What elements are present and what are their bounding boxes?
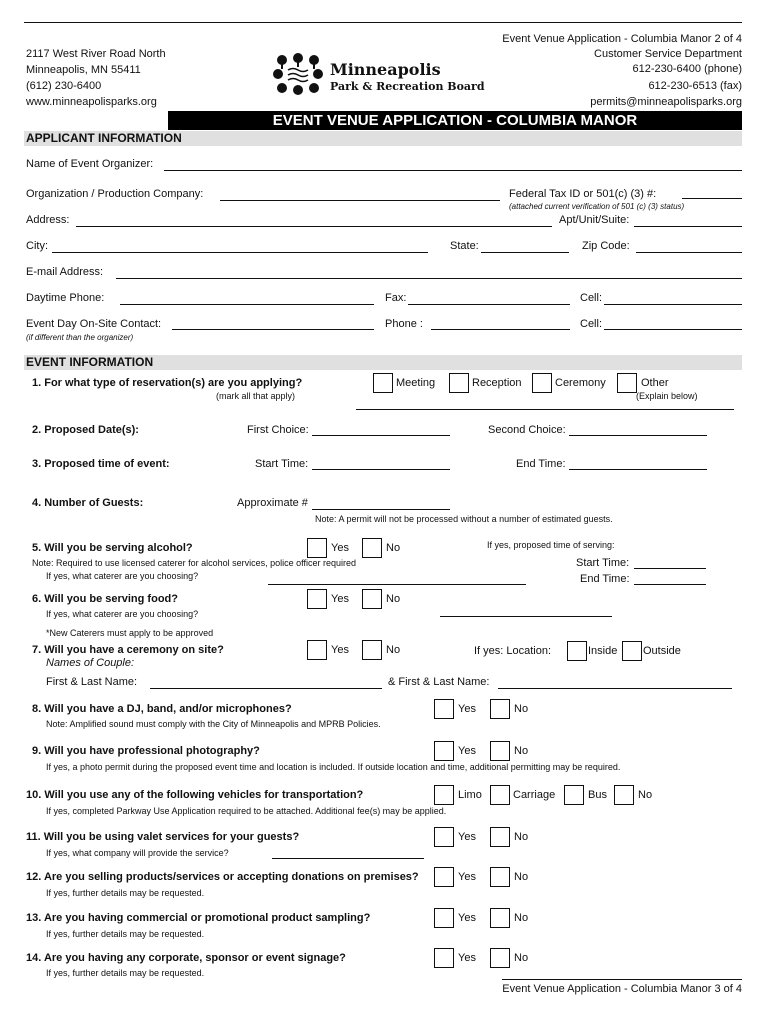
q5-note: Note: Required to use licensed caterer for alcohol services, police officer required xyxy=(32,558,356,568)
onsite-note: (if different than the organizer) xyxy=(26,333,134,342)
q12-label: 12. Are you selling products/services or accepting donations on premises? xyxy=(26,871,419,883)
signage-no-checkbox[interactable] xyxy=(490,948,510,968)
vehicle-no-checkbox[interactable] xyxy=(614,785,634,805)
food-caterer-field[interactable] xyxy=(440,616,612,617)
approx-label: Approximate # xyxy=(237,497,308,509)
carriage-label: Carriage xyxy=(513,789,556,801)
tax-id-note: (attached current verification of 501 (c) (3) status) xyxy=(509,202,685,211)
second-choice-field[interactable] xyxy=(569,435,707,436)
apt-label: Apt/Unit/Suite: xyxy=(559,214,630,226)
alcohol-no-checkbox[interactable] xyxy=(362,538,382,558)
outside-label: Outside xyxy=(643,645,681,657)
first-choice-field[interactable] xyxy=(312,435,450,436)
alcohol-caterer-field[interactable] xyxy=(268,584,526,585)
other-explain-field[interactable] xyxy=(356,409,734,410)
onsite-cell-label: Cell: xyxy=(580,318,603,330)
footer-rule xyxy=(502,979,742,980)
ceremony-checkbox[interactable] xyxy=(532,373,552,393)
q2-label: 2. Proposed Date(s): xyxy=(32,424,139,436)
address-line1: 2117 West River Road North xyxy=(26,48,166,60)
inside-label: Inside xyxy=(588,645,618,657)
website[interactable]: www.minneapolisparks.org xyxy=(26,96,157,108)
sampling-yes-label: Yes xyxy=(458,912,476,924)
ceremony-yes-checkbox[interactable] xyxy=(307,640,327,660)
phone-number: (612) 230-6400 xyxy=(26,80,102,92)
dept-name: Customer Service Department xyxy=(594,48,742,60)
q3-label: 3. Proposed time of event: xyxy=(32,458,170,470)
serve-end-field[interactable] xyxy=(634,584,706,585)
bus-label: Bus xyxy=(588,789,607,801)
dj-no-checkbox[interactable] xyxy=(490,699,510,719)
zip-label: Zip Code: xyxy=(582,240,630,252)
other-note: (Explain below) xyxy=(636,391,698,401)
q7-location-label: If yes: Location: xyxy=(474,645,552,657)
dj-yes-checkbox[interactable] xyxy=(434,699,454,719)
start-time-field[interactable] xyxy=(312,469,450,470)
bus-checkbox[interactable] xyxy=(564,785,584,805)
onsite-contact-field[interactable] xyxy=(172,329,374,330)
q5-if-yes: If yes, proposed time of serving: xyxy=(487,540,615,550)
vehicle-no-label: No xyxy=(638,789,653,801)
photo-yes-label: Yes xyxy=(458,745,476,757)
valet-company-field[interactable] xyxy=(272,858,424,859)
email-field[interactable] xyxy=(116,278,742,279)
onsite-phone-field[interactable] xyxy=(431,329,570,330)
signage-yes-checkbox[interactable] xyxy=(434,948,454,968)
q6-new-caterers: *New Caterers must apply to be approved xyxy=(46,628,214,638)
and-first-last-label: & First & Last Name: xyxy=(388,676,490,688)
state-label: State: xyxy=(450,240,479,252)
signage-yes-label: Yes xyxy=(458,952,476,964)
mprb-logo xyxy=(272,52,485,98)
q11-label: 11. Will you be using valet services for your guests? xyxy=(26,831,300,843)
q4-label: 4. Number of Guests: xyxy=(32,497,144,509)
selling-yes-checkbox[interactable] xyxy=(434,867,454,887)
q10-label: 10. Will you use any of the following vehicles for transportation? xyxy=(26,789,364,801)
dj-no-label: No xyxy=(514,703,529,715)
q8-note: Note: Amplified sound must comply with the City of Minneapolis and MPRB Policies. xyxy=(46,719,381,729)
photo-no-label: No xyxy=(514,745,529,757)
page-label-top: Event Venue Application - Columbia Manor 2 of 4 xyxy=(502,33,742,45)
logo-title: Minneapolis xyxy=(330,60,441,79)
food-yes-label: Yes xyxy=(331,593,349,605)
q8-label: 8. Will you have a DJ, band, and/or microphones? xyxy=(32,703,292,715)
alcohol-yes-checkbox[interactable] xyxy=(307,538,327,558)
q7-label: 7. Will you have a ceremony on site? xyxy=(32,644,224,656)
guests-field[interactable] xyxy=(312,509,450,510)
dj-yes-label: Yes xyxy=(458,703,476,715)
email-label: E-mail Address: xyxy=(26,266,104,278)
city-field[interactable] xyxy=(52,252,428,253)
meeting-label: Meeting xyxy=(396,377,436,389)
limo-checkbox[interactable] xyxy=(434,785,454,805)
daytime-phone-label: Daytime Phone: xyxy=(26,292,105,304)
end-time-field[interactable] xyxy=(569,469,707,470)
q10-note: If yes, completed Parkway Use Application required to be attached. Additional fee(s) may be applied. xyxy=(46,806,447,816)
alcohol-yes-label: Yes xyxy=(331,542,349,554)
city-label: City: xyxy=(26,240,48,252)
q9-label: 9. Will you have professional photography? xyxy=(32,745,260,757)
serve-start-label: Start Time: xyxy=(576,557,630,569)
carriage-checkbox[interactable] xyxy=(490,785,510,805)
top-rule xyxy=(24,22,742,23)
dept-fax: 612-230-6513 (fax) xyxy=(648,80,742,92)
q11-note: If yes, what company will provide the service? xyxy=(46,848,229,858)
ceremony-no-checkbox[interactable] xyxy=(362,640,382,660)
first-choice-label: First Choice: xyxy=(247,424,309,436)
fax-field[interactable] xyxy=(408,304,570,305)
selling-no-checkbox[interactable] xyxy=(490,867,510,887)
photo-no-checkbox[interactable] xyxy=(490,741,510,761)
couple-name1-field[interactable] xyxy=(150,688,382,689)
apt-field[interactable] xyxy=(634,226,742,227)
valet-yes-label: Yes xyxy=(458,831,476,843)
q14-label: 14. Are you having any corporate, sponsor or event signage? xyxy=(26,952,346,964)
onsite-phone-label: Phone : xyxy=(385,318,423,330)
cell-field[interactable] xyxy=(604,304,742,305)
serve-end-label: End Time: xyxy=(580,573,630,585)
organizer-label: Name of Event Organizer: xyxy=(26,158,154,170)
q13-label: 13. Are you having commercial or promotional product sampling? xyxy=(26,912,371,924)
dept-email[interactable]: permits@minneapolisparks.org xyxy=(590,96,742,108)
q9-note: If yes, a photo permit during the proposed event time and location is included. If outside location and time, additional permitting may be required. xyxy=(46,762,621,772)
address-label: Address: xyxy=(26,214,70,226)
photo-yes-checkbox[interactable] xyxy=(434,741,454,761)
organization-field[interactable] xyxy=(220,200,500,201)
food-no-checkbox[interactable] xyxy=(362,589,382,609)
daytime-phone-field[interactable] xyxy=(120,304,374,305)
end-time-label: End Time: xyxy=(516,458,566,470)
food-no-label: No xyxy=(386,593,401,605)
couple-names-label: Names of Couple: xyxy=(46,657,135,669)
tree-logo-icon xyxy=(272,52,324,96)
state-field[interactable] xyxy=(481,252,569,253)
selling-no-label: No xyxy=(514,871,529,883)
event-heading: EVENT INFORMATION xyxy=(24,355,742,370)
applicant-heading: APPLICANT INFORMATION xyxy=(24,131,742,146)
q1-label: 1. For what type of reservation(s) are you applying? xyxy=(32,377,303,389)
onsite-cell-field[interactable] xyxy=(604,329,742,330)
q13-note: If yes, further details may be requested. xyxy=(46,929,205,939)
q6-label: 6. Will you be serving food? xyxy=(32,593,178,605)
tax-id-label: Federal Tax ID or 501(c) (3) #: xyxy=(509,188,657,200)
sampling-no-label: No xyxy=(514,912,529,924)
valet-no-checkbox[interactable] xyxy=(490,827,510,847)
ceremony-yes-label: Yes xyxy=(331,644,349,656)
first-last-label: First & Last Name: xyxy=(46,676,138,688)
serve-start-field[interactable] xyxy=(634,568,706,569)
other-label: Other xyxy=(641,377,669,389)
q5-caterer-label: If yes, what caterer are you choosing? xyxy=(46,571,199,581)
other-checkbox[interactable] xyxy=(617,373,637,393)
onsite-contact-label: Event Day On-Site Contact: xyxy=(26,318,162,330)
cell-label: Cell: xyxy=(580,292,603,304)
outside-checkbox[interactable] xyxy=(622,641,642,661)
sampling-no-checkbox[interactable] xyxy=(490,908,510,928)
q5-label: 5. Will you be serving alcohol? xyxy=(32,542,193,554)
q4-note: Note: A permit will not be processed without a number of estimated guests. xyxy=(315,514,613,524)
valet-no-label: No xyxy=(514,831,529,843)
dept-phone: 612-230-6400 (phone) xyxy=(632,63,742,75)
ceremony-no-label: No xyxy=(386,644,401,656)
q14-note: If yes, further details may be requested. xyxy=(46,968,205,978)
sampling-yes-checkbox[interactable] xyxy=(434,908,454,928)
limo-label: Limo xyxy=(458,789,482,801)
ceremony-label: Ceremony xyxy=(555,377,606,389)
organizer-field[interactable] xyxy=(164,170,742,171)
valet-yes-checkbox[interactable] xyxy=(434,827,454,847)
second-choice-label: Second Choice: xyxy=(488,424,566,436)
q12-note: If yes, further details may be requested. xyxy=(46,888,205,898)
tax-id-field[interactable] xyxy=(682,198,742,199)
logo-subtitle: Park & Recreation Board xyxy=(330,80,485,93)
meeting-checkbox[interactable] xyxy=(373,373,393,393)
inside-checkbox[interactable] xyxy=(567,641,587,661)
footer-page-label: Event Venue Application - Columbia Manor 3 of 4 xyxy=(502,983,742,995)
page-title: EVENT VENUE APPLICATION - COLUMBIA MANOR xyxy=(168,111,742,130)
selling-yes-label: Yes xyxy=(458,871,476,883)
signage-no-label: No xyxy=(514,952,529,964)
couple-name2-field[interactable] xyxy=(498,688,732,689)
q6-caterer-label: If yes, what caterer are you choosing? xyxy=(46,609,199,619)
zip-field[interactable] xyxy=(636,252,742,253)
fax-label: Fax: xyxy=(385,292,407,304)
reception-label: Reception xyxy=(472,377,522,389)
food-yes-checkbox[interactable] xyxy=(307,589,327,609)
reception-checkbox[interactable] xyxy=(449,373,469,393)
start-time-label: Start Time: xyxy=(255,458,309,470)
organization-label: Organization / Production Company: xyxy=(26,188,204,200)
address-line2: Minneapolis, MN 55411 xyxy=(26,64,141,76)
alcohol-no-label: No xyxy=(386,542,401,554)
q1-note: (mark all that apply) xyxy=(216,391,296,401)
address-field[interactable] xyxy=(76,226,552,227)
